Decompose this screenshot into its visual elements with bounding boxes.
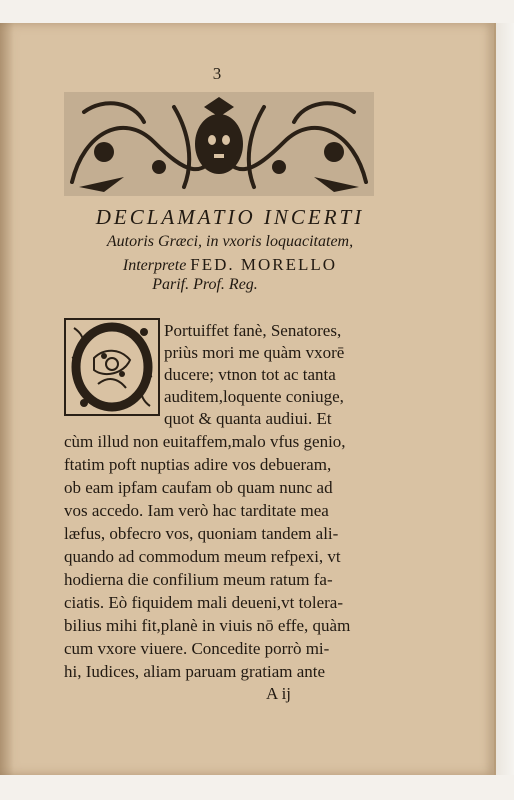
- headpiece-ornament: [64, 92, 374, 196]
- translator-line: [50, 255, 410, 275]
- body-line-6: cùm illud non euitaffem,malo vfus genio,: [64, 432, 346, 451]
- body-line-5: quot & quanta audiui. Et: [164, 409, 332, 428]
- translator-title: Parif. Prof. Reg.: [152, 276, 258, 293]
- body-line-7: ftatim poft nuptias adire vos debueram,: [64, 455, 332, 474]
- body-line-11: quando ad commodum meum refpexi, vt: [64, 547, 341, 566]
- page-number: 3: [212, 64, 222, 83]
- body-line-10: læfus, obfecro vos, quoniam tandem ali-: [64, 524, 339, 543]
- decorated-initial-o: [64, 318, 160, 416]
- body-line-1: Portuiffet fanè, Senatores,: [164, 321, 342, 340]
- signature-mark: A ij: [266, 684, 292, 703]
- title-heading: DECLAMATIO INCERTI: [95, 205, 365, 229]
- body-line-3: ducere; vtnon tot ac tanta: [164, 365, 336, 384]
- page-edge: [494, 23, 514, 775]
- body-line-16: hi, Iudices, aliam paruam gratiam ante: [64, 662, 326, 681]
- translator-prefix: Interprete: [122, 257, 191, 274]
- translator-name: FED. MORELLO: [190, 255, 338, 274]
- body-line-12: hodierna die confilium meum ratum fa-: [64, 570, 333, 589]
- body-line-9: vos accedo. Iam verò hac tarditate mea: [64, 501, 329, 520]
- body-line-4: auditem,loquente coniuge,: [164, 387, 344, 406]
- body-line-2: priùs mori me quàm vxorē: [164, 343, 345, 362]
- body-line-14: bilius mihi fit,planè in viuis nō effe, quàm: [64, 616, 351, 635]
- binding-shadow: [0, 23, 14, 775]
- body-line-8: ob eam ipfam caufam ob quam nunc ad: [64, 478, 333, 497]
- body-line-15: cum vxore viuere. Concedite porrò mi-: [64, 639, 330, 658]
- body-line-13: ciatis. Eò fiquidem mali deueni,vt tolera-: [64, 593, 343, 612]
- title-subline: Autoris Græci, in vxoris loquacitatem,: [106, 233, 354, 250]
